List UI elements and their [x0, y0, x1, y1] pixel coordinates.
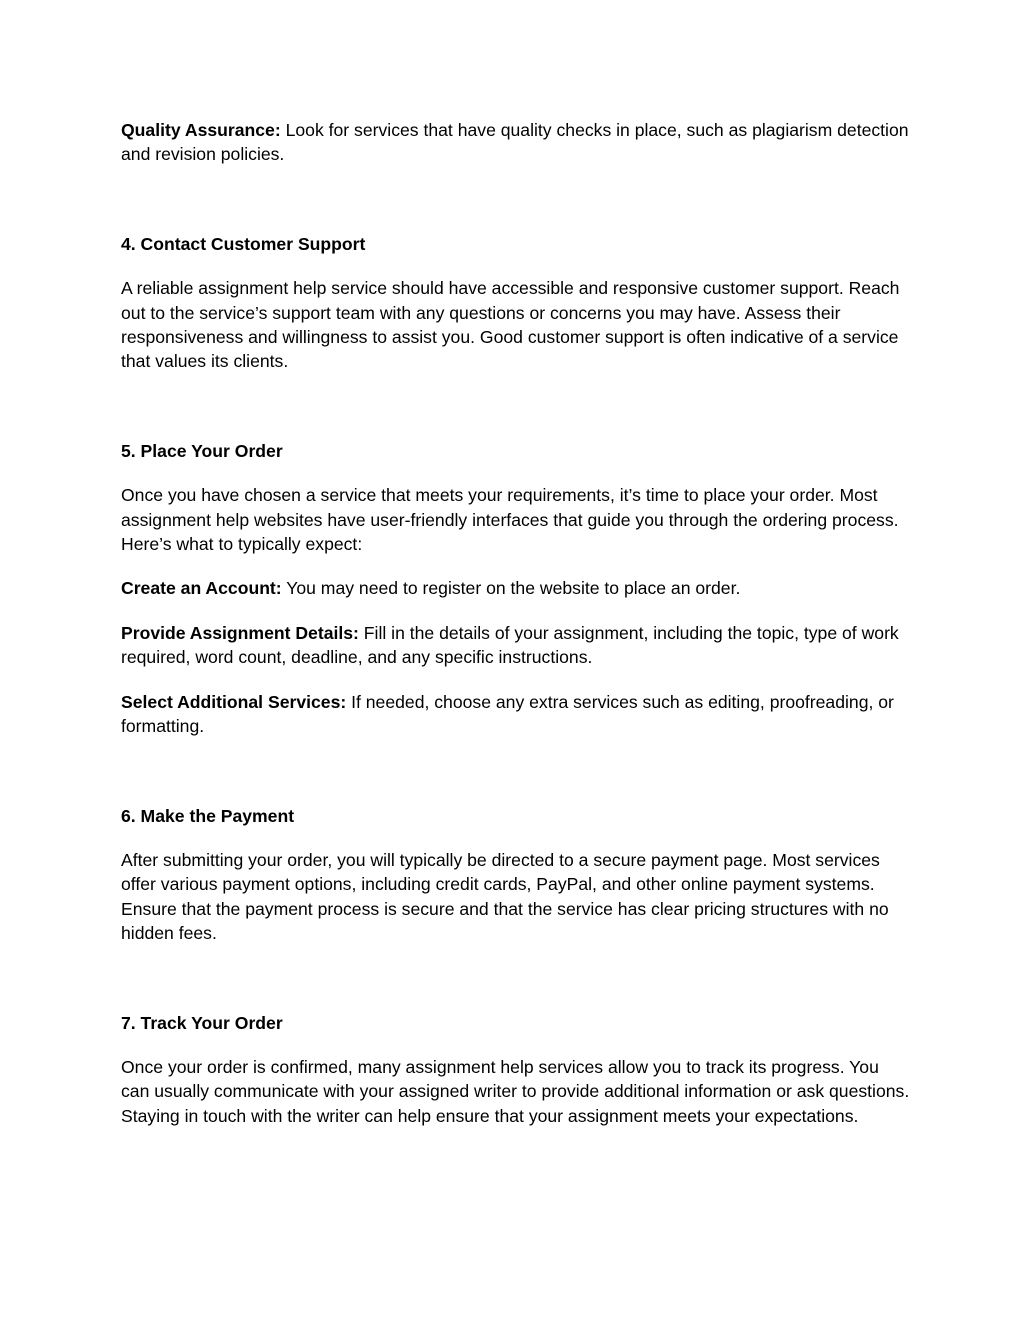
paragraph-lead-assignment-details: Provide Assignment Details: — [121, 622, 359, 643]
paragraph-quality-assurance — [121, 118, 911, 167]
paragraph-lead-quality-assurance: Quality Assurance: — [121, 120, 281, 140]
section-heading-track-order: 7. Track Your Order — [121, 1012, 283, 1033]
paragraph-lead-additional-services: Select Additional Services: — [121, 691, 347, 712]
paragraph-text-make-payment: After submitting your order, you will typically be directed to a secure payment page. Most services offer various payment options, including credit cards, PayPal, and other online payment systems. Ensure that the payment process is secure and that the service has clear pricing structures with no hidden fees. — [121, 849, 889, 944]
document-page — [121, 118, 911, 1148]
paragraph-lead-create-account: Create an Account: — [121, 578, 282, 599]
paragraph-track-order — [121, 1055, 911, 1128]
paragraph-text-quality-assurance: Look for services that have quality checks in place, such as plagiarism detection and revision policies. — [121, 120, 909, 165]
section-heading-place-order: 5. Place Your Order — [121, 440, 283, 461]
paragraph-text-assignment-details: Fill in the details of your assignment, including the topic, type of work required, word count, deadline, and any specific instructions. — [121, 622, 899, 668]
paragraph-text-create-account: You may need to register on the website to place an order. — [281, 578, 741, 599]
paragraph-assignment-details — [121, 621, 911, 670]
paragraph-make-payment — [121, 848, 911, 946]
paragraph-create-account — [121, 576, 911, 600]
paragraph-text-place-order-intro: Once you have chosen a service that meets your requirements, it’s time to place your order. Most assignment help websites have user-friendly interfaces that guide you through the ordering process. Here’s what to typically expect: — [121, 485, 899, 555]
paragraph-additional-services — [121, 690, 911, 739]
paragraph-text-contact-support: A reliable assignment help service should have accessible and responsive customer support. Reach out to the service’s support team with any questions or concerns you may have. Assess their responsiveness and willingness to assist you. Good customer support is often indicative of a service that values its clients. — [121, 278, 900, 372]
paragraph-text-additional-services: If needed, choose any extra services such as editing, proofreading, or formatting. — [121, 691, 894, 737]
paragraph-contact-support — [121, 276, 911, 374]
section-heading-make-payment: 6. Make the Payment — [121, 805, 295, 826]
paragraph-place-order-intro — [121, 483, 911, 556]
section-heading-contact-support: 4. Contact Customer Support — [121, 233, 366, 254]
paragraph-text-track-order: Once your order is confirmed, many assignment help services allow you to track its progress. You can usually communicate with your assigned writer to provide additional information or ask questions. Staying in touch with the writer can help ensure that your assignment meets your expectations. — [121, 1056, 910, 1126]
